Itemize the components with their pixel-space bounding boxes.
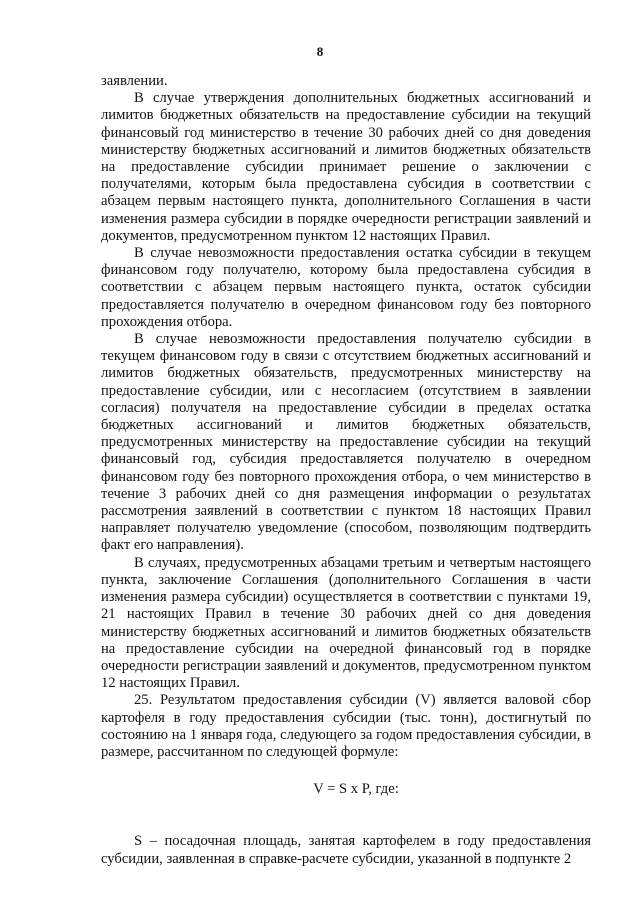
paragraph-additional-allocations: В случае утверждения дополнительных бюджетных ассигнований и лимитов бюджетных обязательств на предоставление субсидии на текущий финансовый год министерство в течение 30 рабочих дней со дня доведения министерству бюджетных ассигнований и лимитов бюджетных обязательств на предоставление субсидии принимает решение о заключении с получателями, которым была предоставлена субсидия в соответствии с абзацем первым настоящего пункта, дополнительного Соглашения в части изменения размера субсидии в порядке очередности регистрации заявлений и документов, предусмотренном пунктом 12 настоящих Правил. bbox=[101, 90, 591, 244]
page-number: 8 bbox=[316, 44, 324, 59]
paragraph-agreement-conclusion: В случаях, предусмотренных абзацами третьим и четвертым настоящего пункта, заключение Соглашения (дополнительного Соглашения в части изменения размера субсидии) осуществляется в соответствии с пунктами 19, 21 настоящих Правил в течение 30 рабочих дней со дня доведения министерству бюджетных ассигнований и лимитов бюджетных обязательств на предоставление субсидии на очередной финансовый год в порядке очередности регистрации заявлений и документов, предусмотренном пунктом 12 настоящих Правил. bbox=[101, 554, 591, 692]
paragraph-remaining-subsidy: В случае невозможности предоставления остатка субсидии в текущем финансовом году получателю, которому была предоставлена субсидия в соответствии с абзацем первым настоящего пункта, остаток субсидии предоставляется получателю в очередном финансовом году без повторного прохождения отбора. bbox=[101, 245, 591, 330]
paragraph-item-25: 25. Результатом предоставления субсидии (V) является валовой сбор картофеля в году предоставления субсидии (тыс. тонн), достигнутый по состоянию на 1 января года, следующего за годом предоставления субсидии, в размере, рассчитанном по следующей формуле: bbox=[101, 692, 591, 760]
formula: V = S x P, где: bbox=[313, 781, 399, 798]
paragraph-impossibility-of-subsidy: В случае невозможности предоставления получателю субсидии в текущем финансовом году в связи с отсутствием бюджетных ассигнований и лимитов бюджетных обязательств, предусмотренных министерству на предоставление субсидии, или с несогласием (отсутствием в заявлении согласия) получателя на предоставление субсидии в пределах остатка бюджетных ассигнований и лимитов бюджетных обязательств, предусмотренных министерству на предоставление субсидии на текущий финансовый год, субсидия предоставляется получателю в очередном финансовом году без повторного прохождения отбора, о чем министерство в течение 3 рабочих дней со дня размещения информации о результатах рассмотрения заявлений в соответствии с пунктом 18 настоящих Правил направляет получателю уведомление (способом, позволяющим подтвердить факт его направления). bbox=[101, 331, 591, 554]
paragraph-definition-s: S – посадочная площадь, занятая картофелем в году предоставления субсидии, заявленная в справке-расчете субсидии, указанной в подпункте 2 bbox=[101, 833, 591, 867]
paragraph-continuation: заявлении. bbox=[101, 73, 168, 89]
document-body bbox=[101, 73, 591, 868]
